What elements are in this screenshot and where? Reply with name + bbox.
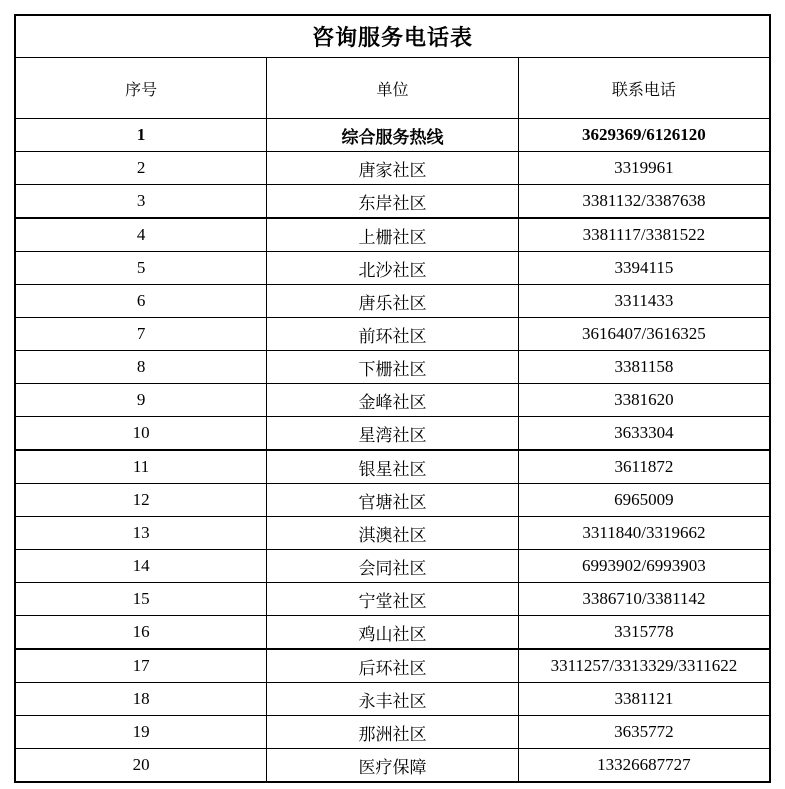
cell-phone: 3315778 (518, 616, 770, 650)
table-row (15, 351, 770, 384)
cell-phone: 3635772 (518, 716, 770, 749)
header-row (15, 58, 770, 119)
cell-phone: 3386710/3381142 (518, 583, 770, 616)
cell-phone: 3611872 (518, 450, 770, 484)
cell-unit: 星湾社区 (267, 417, 519, 451)
cell-seq: 1 (15, 119, 267, 152)
cell-phone: 3381121 (518, 683, 770, 716)
cell-seq: 8 (15, 351, 267, 384)
table-row (15, 318, 770, 351)
table-row (15, 716, 770, 749)
column-header-phone: 联系电话 (518, 58, 770, 119)
table-head (15, 15, 770, 119)
cell-seq: 13 (15, 517, 267, 550)
table-row (15, 616, 770, 650)
table-row (15, 285, 770, 318)
cell-unit: 会同社区 (267, 550, 519, 583)
cell-unit: 鸡山社区 (267, 616, 519, 650)
cell-unit: 永丰社区 (267, 683, 519, 716)
table-row (15, 749, 770, 783)
table-row (15, 384, 770, 417)
cell-unit: 上栅社区 (267, 218, 519, 252)
cell-phone: 3311840/3319662 (518, 517, 770, 550)
cell-unit: 金峰社区 (267, 384, 519, 417)
cell-unit: 唐乐社区 (267, 285, 519, 318)
cell-seq: 10 (15, 417, 267, 451)
table-row (15, 218, 770, 252)
page-title: 咨询服务电话表 (15, 15, 770, 58)
table-row (15, 583, 770, 616)
cell-seq: 14 (15, 550, 267, 583)
table-row (15, 450, 770, 484)
cell-seq: 17 (15, 649, 267, 683)
cell-unit: 唐家社区 (267, 152, 519, 185)
cell-unit: 东岸社区 (267, 185, 519, 219)
cell-seq: 5 (15, 252, 267, 285)
cell-seq: 19 (15, 716, 267, 749)
table-row (15, 550, 770, 583)
table-row (15, 683, 770, 716)
column-header-seq: 序号 (15, 58, 267, 119)
cell-phone: 3381158 (518, 351, 770, 384)
cell-unit: 后环社区 (267, 649, 519, 683)
column-header-unit: 单位 (267, 58, 519, 119)
cell-phone: 6965009 (518, 484, 770, 517)
cell-unit: 北沙社区 (267, 252, 519, 285)
cell-unit: 综合服务热线 (267, 119, 519, 152)
cell-unit: 下栅社区 (267, 351, 519, 384)
cell-unit: 官塘社区 (267, 484, 519, 517)
cell-phone: 3629369/6126120 (518, 119, 770, 152)
cell-seq: 15 (15, 583, 267, 616)
table-row (15, 649, 770, 683)
table-row (15, 185, 770, 219)
title-row (15, 15, 770, 58)
cell-phone: 3319961 (518, 152, 770, 185)
table-row (15, 517, 770, 550)
cell-seq: 6 (15, 285, 267, 318)
cell-phone: 3311433 (518, 285, 770, 318)
table-row (15, 152, 770, 185)
cell-seq: 11 (15, 450, 267, 484)
cell-seq: 7 (15, 318, 267, 351)
cell-unit: 医疗保障 (267, 749, 519, 783)
cell-seq: 4 (15, 218, 267, 252)
cell-seq: 9 (15, 384, 267, 417)
phone-table-page (14, 14, 771, 783)
cell-seq: 3 (15, 185, 267, 219)
cell-phone: 3394115 (518, 252, 770, 285)
cell-unit: 那洲社区 (267, 716, 519, 749)
table-row (15, 119, 770, 152)
table-row (15, 417, 770, 451)
cell-unit: 宁堂社区 (267, 583, 519, 616)
table-body (15, 119, 770, 783)
cell-phone: 3381117/3381522 (518, 218, 770, 252)
cell-phone: 3381132/3387638 (518, 185, 770, 219)
cell-phone: 3616407/3616325 (518, 318, 770, 351)
cell-seq: 20 (15, 749, 267, 783)
cell-unit: 银星社区 (267, 450, 519, 484)
table-row (15, 252, 770, 285)
cell-unit: 淇澳社区 (267, 517, 519, 550)
cell-phone: 3311257/3313329/3311622 (518, 649, 770, 683)
cell-phone: 6993902/6993903 (518, 550, 770, 583)
cell-seq: 12 (15, 484, 267, 517)
table-row (15, 484, 770, 517)
cell-unit: 前环社区 (267, 318, 519, 351)
cell-seq: 18 (15, 683, 267, 716)
cell-seq: 16 (15, 616, 267, 650)
cell-phone: 3381620 (518, 384, 770, 417)
cell-phone: 13326687727 (518, 749, 770, 783)
cell-phone: 3633304 (518, 417, 770, 451)
phone-table (14, 14, 771, 783)
cell-seq: 2 (15, 152, 267, 185)
